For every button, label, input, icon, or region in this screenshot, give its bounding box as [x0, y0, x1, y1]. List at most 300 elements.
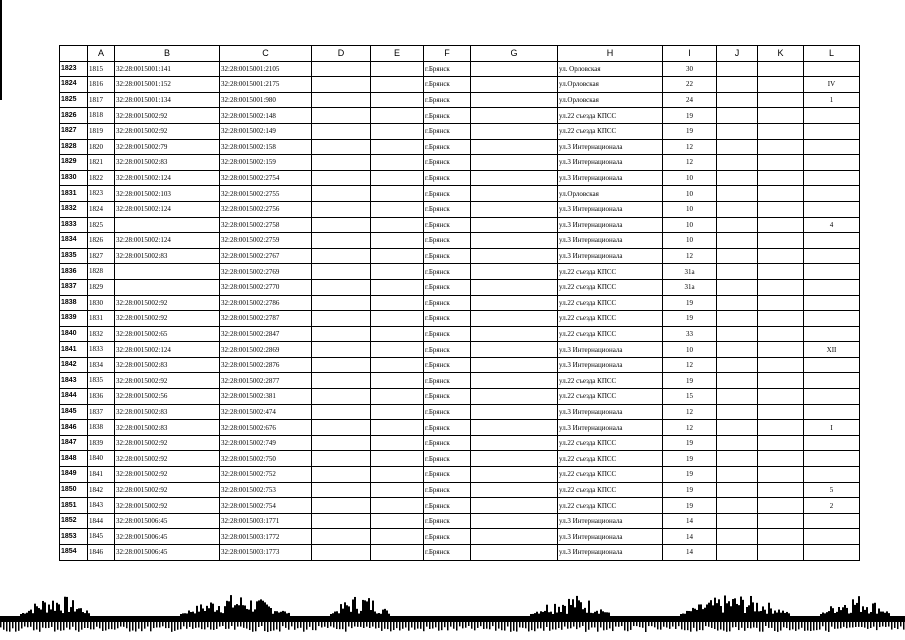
col-l-cell [804, 264, 860, 280]
col-c-cell: 32:28:0015003:1773 [220, 545, 312, 561]
row-number: 1845 [60, 404, 88, 420]
col-c-cell: 32:28:0015002:158 [220, 139, 312, 155]
col-f-cell: г.Брянск [424, 77, 471, 93]
col-e-cell [371, 513, 424, 529]
col-h-cell: ул.22 съезда КПСС [558, 389, 663, 405]
col-g-cell [471, 498, 558, 514]
col-f-cell: г.Брянск [424, 108, 471, 124]
col-h-cell: ул.Орловская [558, 77, 663, 93]
col-g-cell [471, 420, 558, 436]
col-g-cell [471, 529, 558, 545]
col-k-cell [758, 545, 804, 561]
col-h-cell: ул.22 съезда КПСС [558, 326, 663, 342]
col-l-cell: 4 [804, 217, 860, 233]
col-f-cell: г.Брянск [424, 326, 471, 342]
col-a-cell: 1846 [88, 545, 115, 561]
row-number: 1830 [60, 170, 88, 186]
col-a-cell: 1823 [88, 186, 115, 202]
column-header-e: E [371, 46, 424, 62]
table-row [60, 123, 860, 139]
col-h-cell: ул.22 съезда КПСС [558, 123, 663, 139]
col-g-cell [471, 513, 558, 529]
col-e-cell [371, 264, 424, 280]
col-f-cell: г.Брянск [424, 389, 471, 405]
row-number: 1847 [60, 435, 88, 451]
column-header-g: G [471, 46, 558, 62]
col-b-cell: 32:28:0015002:92 [115, 498, 220, 514]
col-c-cell: 32:28:0015002:2758 [220, 217, 312, 233]
col-g-cell [471, 373, 558, 389]
col-k-cell [758, 529, 804, 545]
col-j-cell [717, 435, 758, 451]
row-number: 1843 [60, 373, 88, 389]
col-h-cell: ул.22 съезда КПСС [558, 311, 663, 327]
col-d-cell [312, 155, 371, 171]
col-j-cell [717, 373, 758, 389]
col-g-cell [471, 451, 558, 467]
col-d-cell [312, 217, 371, 233]
col-b-cell: 32:28:0015002:92 [115, 295, 220, 311]
col-l-cell: IV [804, 77, 860, 93]
table-row [60, 170, 860, 186]
col-e-cell [371, 295, 424, 311]
row-number: 1854 [60, 545, 88, 561]
col-b-cell: 32:28:0015002:65 [115, 326, 220, 342]
col-k-cell [758, 467, 804, 483]
row-number: 1852 [60, 513, 88, 529]
col-j-cell [717, 264, 758, 280]
col-g-cell [471, 155, 558, 171]
col-a-cell: 1824 [88, 201, 115, 217]
col-e-cell [371, 139, 424, 155]
table-row [60, 404, 860, 420]
col-j-cell [717, 513, 758, 529]
col-f-cell: г.Брянск [424, 451, 471, 467]
col-i-cell: 30 [663, 61, 717, 77]
col-i-cell: 19 [663, 467, 717, 483]
table-row [60, 498, 860, 514]
col-j-cell [717, 420, 758, 436]
col-g-cell [471, 77, 558, 93]
col-c-cell: 32:28:0015001:980 [220, 92, 312, 108]
col-d-cell [312, 123, 371, 139]
col-b-cell: 32:28:0015001:141 [115, 61, 220, 77]
table-row [60, 435, 860, 451]
col-j-cell [717, 498, 758, 514]
table-row [60, 108, 860, 124]
col-k-cell [758, 513, 804, 529]
col-c-cell: 32:28:0015002:2754 [220, 170, 312, 186]
col-i-cell: 10 [663, 342, 717, 358]
col-j-cell [717, 108, 758, 124]
col-a-cell: 1816 [88, 77, 115, 93]
col-h-cell: ул.3 Интернационала [558, 545, 663, 561]
col-i-cell: 12 [663, 357, 717, 373]
col-j-cell [717, 123, 758, 139]
col-b-cell: 32:28:0015002:92 [115, 373, 220, 389]
col-i-cell: 10 [663, 201, 717, 217]
col-g-cell [471, 435, 558, 451]
col-l-cell: 1 [804, 92, 860, 108]
col-g-cell [471, 123, 558, 139]
col-e-cell [371, 170, 424, 186]
table-row [60, 279, 860, 295]
col-g-cell [471, 217, 558, 233]
col-a-cell: 1836 [88, 389, 115, 405]
col-k-cell [758, 342, 804, 358]
col-b-cell: 32:28:0015002:92 [115, 123, 220, 139]
col-f-cell: г.Брянск [424, 139, 471, 155]
col-g-cell [471, 201, 558, 217]
col-g-cell [471, 295, 558, 311]
col-e-cell [371, 61, 424, 77]
col-d-cell [312, 482, 371, 498]
col-h-cell: ул.Орловская [558, 186, 663, 202]
col-c-cell: 32:28:0015002:2847 [220, 326, 312, 342]
table-row [60, 326, 860, 342]
table-row [60, 467, 860, 483]
col-i-cell: 19 [663, 295, 717, 311]
col-g-cell [471, 311, 558, 327]
col-d-cell [312, 389, 371, 405]
col-g-cell [471, 108, 558, 124]
col-l-cell [804, 435, 860, 451]
col-b-cell: 32:28:0015002:83 [115, 404, 220, 420]
col-a-cell: 1843 [88, 498, 115, 514]
col-d-cell [312, 435, 371, 451]
col-l-cell [804, 233, 860, 249]
col-j-cell [717, 248, 758, 264]
table-row [60, 311, 860, 327]
row-number: 1836 [60, 264, 88, 280]
col-a-cell: 1815 [88, 61, 115, 77]
col-g-cell [471, 139, 558, 155]
col-c-cell: 32:28:0015002:753 [220, 482, 312, 498]
table-row [60, 233, 860, 249]
col-l-cell [804, 357, 860, 373]
col-c-cell: 32:28:0015002:148 [220, 108, 312, 124]
col-i-cell: 10 [663, 217, 717, 233]
col-c-cell: 32:28:0015002:2787 [220, 311, 312, 327]
col-a-cell: 1841 [88, 467, 115, 483]
col-i-cell: 33 [663, 326, 717, 342]
col-f-cell: г.Брянск [424, 92, 471, 108]
col-k-cell [758, 295, 804, 311]
table-row [60, 529, 860, 545]
table-row [60, 389, 860, 405]
column-header-a: A [88, 46, 115, 62]
col-j-cell [717, 482, 758, 498]
col-d-cell [312, 201, 371, 217]
col-a-cell: 1832 [88, 326, 115, 342]
table-row [60, 248, 860, 264]
col-j-cell [717, 311, 758, 327]
col-k-cell [758, 435, 804, 451]
col-h-cell: ул.3 Интернационала [558, 217, 663, 233]
col-e-cell [371, 155, 424, 171]
row-number: 1849 [60, 467, 88, 483]
col-d-cell [312, 451, 371, 467]
col-f-cell: г.Брянск [424, 467, 471, 483]
col-c-cell: 32:28:0015002:676 [220, 420, 312, 436]
col-b-cell: 32:28:0015002:124 [115, 201, 220, 217]
col-c-cell: 32:28:0015002:149 [220, 123, 312, 139]
col-c-cell: 32:28:0015002:2759 [220, 233, 312, 249]
row-number: 1826 [60, 108, 88, 124]
col-e-cell [371, 92, 424, 108]
col-b-cell: 32:28:0015002:92 [115, 467, 220, 483]
col-j-cell [717, 529, 758, 545]
col-i-cell: 19 [663, 108, 717, 124]
col-k-cell [758, 123, 804, 139]
row-number: 1825 [60, 92, 88, 108]
col-k-cell [758, 170, 804, 186]
row-number: 1840 [60, 326, 88, 342]
col-b-cell: 32:28:0015002:83 [115, 420, 220, 436]
scan-noise-band [0, 586, 905, 640]
col-k-cell [758, 264, 804, 280]
col-f-cell: г.Брянск [424, 295, 471, 311]
col-b-cell [115, 217, 220, 233]
col-g-cell [471, 248, 558, 264]
col-j-cell [717, 233, 758, 249]
col-j-cell [717, 92, 758, 108]
col-k-cell [758, 233, 804, 249]
col-a-cell: 1822 [88, 170, 115, 186]
col-f-cell: г.Брянск [424, 123, 471, 139]
col-h-cell: ул.22 съезда КПСС [558, 373, 663, 389]
col-g-cell [471, 92, 558, 108]
col-e-cell [371, 373, 424, 389]
col-a-cell: 1820 [88, 139, 115, 155]
col-j-cell [717, 279, 758, 295]
col-h-cell: ул.3 Интернационала [558, 342, 663, 358]
col-b-cell: 32:28:0015002:79 [115, 139, 220, 155]
column-header-c: C [220, 46, 312, 62]
col-j-cell [717, 155, 758, 171]
row-number: 1823 [60, 61, 88, 77]
table-row [60, 295, 860, 311]
col-d-cell [312, 295, 371, 311]
col-k-cell [758, 498, 804, 514]
col-l-cell [804, 513, 860, 529]
col-l-cell: 5 [804, 482, 860, 498]
col-c-cell: 32:28:0015002:2770 [220, 279, 312, 295]
col-b-cell: 32:28:0015002:124 [115, 342, 220, 358]
col-b-cell: 32:28:0015006:45 [115, 529, 220, 545]
col-h-cell: ул.Орловская [558, 92, 663, 108]
col-i-cell: 19 [663, 311, 717, 327]
col-l-cell [804, 61, 860, 77]
col-e-cell [371, 420, 424, 436]
col-h-cell: ул.22 съезда КПСС [558, 435, 663, 451]
col-d-cell [312, 357, 371, 373]
column-header-h: H [558, 46, 663, 62]
col-e-cell [371, 326, 424, 342]
col-a-cell: 1844 [88, 513, 115, 529]
col-j-cell [717, 139, 758, 155]
col-d-cell [312, 498, 371, 514]
row-number: 1838 [60, 295, 88, 311]
col-b-cell: 32:28:0015002:56 [115, 389, 220, 405]
col-g-cell [471, 482, 558, 498]
col-f-cell: г.Брянск [424, 311, 471, 327]
table-row [60, 420, 860, 436]
col-a-cell: 1838 [88, 420, 115, 436]
col-a-cell: 1835 [88, 373, 115, 389]
row-number: 1831 [60, 186, 88, 202]
col-c-cell: 32:28:0015002:2769 [220, 264, 312, 280]
col-i-cell: 12 [663, 248, 717, 264]
col-l-cell [804, 155, 860, 171]
column-header-corner [60, 46, 88, 62]
col-a-cell: 1842 [88, 482, 115, 498]
col-d-cell [312, 404, 371, 420]
col-i-cell: 10 [663, 186, 717, 202]
column-header-row [60, 46, 860, 62]
col-j-cell [717, 77, 758, 93]
col-c-cell: 32:28:0015001:2175 [220, 77, 312, 93]
col-b-cell: 32:28:0015002:83 [115, 155, 220, 171]
col-e-cell [371, 123, 424, 139]
col-i-cell: 31а [663, 264, 717, 280]
col-c-cell: 32:28:0015002:752 [220, 467, 312, 483]
col-k-cell [758, 201, 804, 217]
col-i-cell: 14 [663, 529, 717, 545]
row-number: 1850 [60, 482, 88, 498]
col-a-cell: 1828 [88, 264, 115, 280]
col-b-cell: 32:28:0015002:124 [115, 170, 220, 186]
row-number: 1853 [60, 529, 88, 545]
col-g-cell [471, 326, 558, 342]
col-l-cell [804, 123, 860, 139]
col-a-cell: 1817 [88, 92, 115, 108]
col-h-cell: ул.3 Интернационала [558, 529, 663, 545]
col-c-cell: 32:28:0015002:750 [220, 451, 312, 467]
col-j-cell [717, 467, 758, 483]
col-i-cell: 12 [663, 404, 717, 420]
col-d-cell [312, 61, 371, 77]
col-a-cell: 1831 [88, 311, 115, 327]
col-b-cell: 32:28:0015001:152 [115, 77, 220, 93]
row-number: 1841 [60, 342, 88, 358]
col-c-cell: 32:28:0015002:2876 [220, 357, 312, 373]
col-k-cell [758, 420, 804, 436]
col-d-cell [312, 513, 371, 529]
col-f-cell: г.Брянск [424, 248, 471, 264]
table-row [60, 513, 860, 529]
col-h-cell: ул. Орловская [558, 61, 663, 77]
col-a-cell: 1845 [88, 529, 115, 545]
row-number: 1824 [60, 77, 88, 93]
col-g-cell [471, 170, 558, 186]
col-d-cell [312, 139, 371, 155]
row-number: 1832 [60, 201, 88, 217]
table-row [60, 155, 860, 171]
col-e-cell [371, 435, 424, 451]
col-a-cell: 1837 [88, 404, 115, 420]
col-k-cell [758, 217, 804, 233]
table-row [60, 217, 860, 233]
col-e-cell [371, 498, 424, 514]
scan-edge-mark [0, 0, 2, 100]
col-a-cell: 1830 [88, 295, 115, 311]
col-e-cell [371, 311, 424, 327]
row-number: 1828 [60, 139, 88, 155]
col-f-cell: г.Брянск [424, 482, 471, 498]
table-row [60, 357, 860, 373]
col-l-cell [804, 186, 860, 202]
col-k-cell [758, 389, 804, 405]
col-j-cell [717, 201, 758, 217]
col-a-cell: 1819 [88, 123, 115, 139]
col-g-cell [471, 467, 558, 483]
col-e-cell [371, 201, 424, 217]
row-number: 1835 [60, 248, 88, 264]
col-c-cell: 32:28:0015003:1772 [220, 529, 312, 545]
col-k-cell [758, 311, 804, 327]
col-h-cell: ул.3 Интернационала [558, 248, 663, 264]
col-b-cell: 32:28:0015002:92 [115, 108, 220, 124]
col-k-cell [758, 326, 804, 342]
col-e-cell [371, 451, 424, 467]
col-b-cell: 32:28:0015002:92 [115, 435, 220, 451]
col-k-cell [758, 279, 804, 295]
row-number: 1833 [60, 217, 88, 233]
col-i-cell: 15 [663, 389, 717, 405]
col-l-cell: 2 [804, 498, 860, 514]
col-d-cell [312, 92, 371, 108]
col-h-cell: ул.22 съезда КПСС [558, 264, 663, 280]
col-f-cell: г.Брянск [424, 373, 471, 389]
col-d-cell [312, 529, 371, 545]
col-c-cell: 32:28:0015002:2869 [220, 342, 312, 358]
col-c-cell: 32:28:0015002:2755 [220, 186, 312, 202]
col-a-cell: 1825 [88, 217, 115, 233]
col-f-cell: г.Брянск [424, 170, 471, 186]
col-h-cell: ул.3 Интернационала [558, 420, 663, 436]
col-k-cell [758, 77, 804, 93]
col-h-cell: ул.3 Интернационала [558, 155, 663, 171]
table-body [60, 61, 860, 560]
col-b-cell: 32:28:0015006:45 [115, 513, 220, 529]
col-c-cell: 32:28:0015002:2756 [220, 201, 312, 217]
col-e-cell [371, 217, 424, 233]
col-d-cell [312, 77, 371, 93]
col-f-cell: г.Брянск [424, 498, 471, 514]
col-e-cell [371, 108, 424, 124]
col-l-cell [804, 311, 860, 327]
col-g-cell [471, 264, 558, 280]
col-k-cell [758, 357, 804, 373]
col-a-cell: 1840 [88, 451, 115, 467]
col-l-cell: XII [804, 342, 860, 358]
col-g-cell [471, 404, 558, 420]
col-l-cell: I [804, 420, 860, 436]
col-l-cell [804, 295, 860, 311]
table-row [60, 77, 860, 93]
col-c-cell: 32:28:0015002:2877 [220, 373, 312, 389]
col-f-cell: г.Брянск [424, 435, 471, 451]
col-d-cell [312, 233, 371, 249]
col-f-cell: г.Брянск [424, 545, 471, 561]
col-j-cell [717, 545, 758, 561]
column-header-i: I [663, 46, 717, 62]
row-number: 1848 [60, 451, 88, 467]
col-j-cell [717, 217, 758, 233]
column-header-l: L [804, 46, 860, 62]
col-a-cell: 1818 [88, 108, 115, 124]
